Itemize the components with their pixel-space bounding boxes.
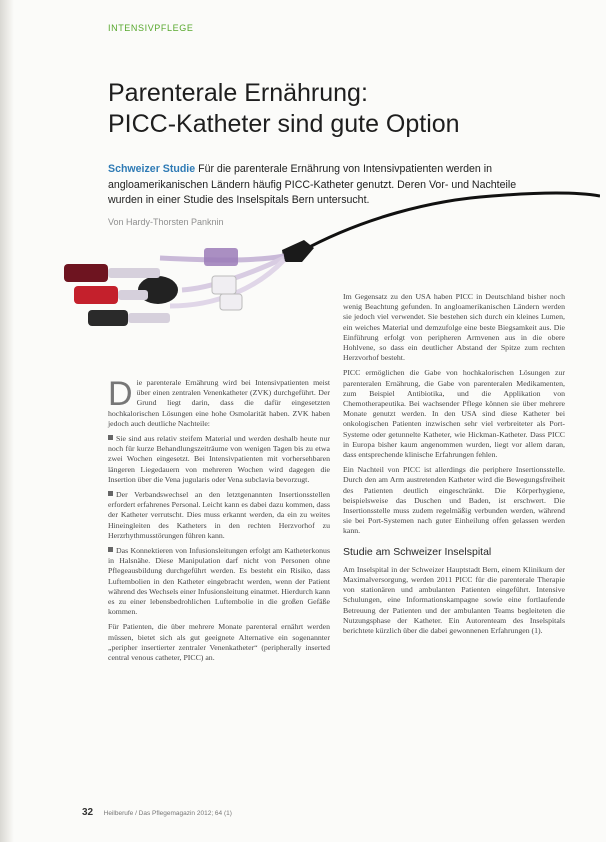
byline: Von Hardy-Thorsten Panknin (108, 217, 224, 227)
connector-black (88, 310, 128, 326)
bullet-square-icon (108, 547, 113, 552)
paragraph-text: Der Verbandswechsel an den letztgenannten Insertionsstellen erfordert erfahrenes Personal. Leicht kann es dabei dazu kommen, dass der Katheter verrutscht. Dies muss erkannt werden, da ein zu weites Hineingleiten des Katheters in den rechten Herzvorhof zu Herzrhythmusstörungen führen kann. (108, 490, 330, 540)
drop-cap: D (108, 375, 133, 413)
connector-red (74, 286, 118, 304)
page-number: 32 (82, 807, 94, 818)
title-line-2: PICC-Katheter sind gute Option (108, 110, 460, 138)
body-paragraph: Im Gegensatz zu den USA haben PICC in Deutschland bisher noch wenig Beachtung gefunden. In angloamerikanischen Ländern werden sie jedoch viel verwendet. Sie bestehen sich durch ein kleines Lumen, ein weiches Material und demzufolge eine beste Biegsamkeit aus. Die Einführung erfolgt von peripheren Armvenen aus in die obere Hohlvene, so dass ein deutlicher Abstand der Spitze zum rechten Herzvorhof besteht. (343, 292, 565, 363)
body-paragraph: PICC ermöglichen die Gabe von hochkalorischen Lösungen zur parenteralen Ernährung, die Gabe von parenteralen Medikamenten, zum Beispiel Antibiotika, und die Applikation von Chemotherapeutika. Bei wachsender Pflege können sie über mehrere Monate genutzt werden. In den USA sind diese Katheter bei onkologischen Patienten inzwischen sehr viel verbreiteter als Port-Systeme oder getunnelte Katheter, wie Hickman-Katheter. Dass PICC in Europa bisher kaum angenommen wurden, liegt vor allem daran, dass entsprechende klinische Erfahrungen fehlen. (343, 368, 565, 460)
catheter-tube (300, 193, 600, 252)
paragraph-text: ie parenterale Ernährung wird bei Intensivpatienten meist über einen zentralen Venenkatheter (ZVK) durchgeführt. Der Grund liegt darin, dass die dafür eingesetzten hochkalorischen Lösungen eine hohe Osmolarität haben. ZVK haben jedoch auch deutliche Nachteile: (108, 378, 330, 428)
clamp-white-2 (220, 294, 242, 310)
article-title (108, 78, 460, 140)
clamp-white-1 (212, 276, 236, 294)
section-subheading: Studie am Schweizer Inselspital (343, 545, 492, 558)
magazine-citation: Heilberufe / Das Pflegemagazin 2012; 64 (1) (103, 810, 232, 817)
body-paragraph (108, 490, 330, 541)
bullet-square-icon (108, 435, 113, 440)
title-line-1: Parenterale Ernährung: (108, 79, 368, 107)
body-paragraph (108, 375, 330, 429)
body-paragraph (108, 546, 330, 617)
lead-kicker: Schweizer Studie (108, 163, 196, 175)
body-paragraph: Ein Nachteil von PICC ist allerdings die periphere Insertionsstelle. Durch den am Arm austretenden Katheter wird die Bewegungsfreiheit des Patienten deutlich eingeschränkt. Die Körperhygiene, beispielsweise das Duschen und Baden, ist erschwert. Die Insertionsstelle muss zudem regelmäßig verbunden werden, während sie bei Port-Systemen nach guter Einheilung offen gelassen werden kann. (343, 465, 565, 536)
paragraph-text: Sie sind aus relativ steifem Material und werden deshalb heute nur noch für kurze Behandlungszeiträume von wenigen Tagen bis zu etwa zwei Wochen eingesetzt. Bei Intensivpatienten mit vorhersehbaren längeren Liegedauern von mehreren Wochen wird dagegen die Insertion über die Vena jugularis oder Vena subclavia bevorzugt. (108, 434, 330, 484)
page-footer (82, 807, 232, 818)
paragraph-text: Das Konnektieren von Infusionsleitungen erfolgt am Katheterkonus in Halsnähe. Diese Manipulation darf nicht von Personen ohne Pflegeausbildung durchgeführt werden. Es besteht ein Risiko, dass Luftembolien in den Katheter eingebracht werden, wenn der Patient während des Wechsels einer Infusionsleitung einatmet. Hierdurch kann es zu einer lebensbedrohlichen Luftembolie in die großen Gefäße kommen. (108, 546, 330, 617)
body-column-right (343, 292, 565, 641)
bullet-square-icon (108, 491, 113, 496)
clamp-purple (204, 248, 238, 266)
body-paragraph: Für Patienten, die über mehrere Monate parenteral ernährt werden müssen, bietet sich als gut geeignete Alternative ein sogenannter „peripher insertierter zentraler Venenkatheter“ (peripherally inserted central venous catheter, PICC) an. (108, 622, 330, 663)
luer-3 (128, 313, 170, 323)
body-paragraph (108, 434, 330, 485)
lead-text: Für die parenterale Ernährung von Intensivpatienten werden in angloamerikanischen Ländern häufig PICC-Katheter genutzt. Deren Vor- und Nachteile wurden in einer Studie des Inselspitals Bern untersucht. (108, 163, 517, 206)
page-spine-shadow (0, 0, 14, 842)
section-label: INTENSIVPFLEGE (108, 23, 194, 33)
luer-1 (108, 268, 160, 278)
catheter-hub (282, 240, 314, 262)
luer-2 (118, 290, 148, 300)
body-column-left (108, 375, 330, 668)
connector-dark-red (64, 264, 108, 282)
body-paragraph: Am Inselspital in der Schweizer Hauptstadt Bern, einem Klinikum der Maximalversorgung, werden 2011 PICC für die parenterale Therapie von stationären und ambulanten Patienten eingeführt. Intensive Schulungen, eine Informationskampagne sowie eine fortlaufende Betreuung der Patienten und der ambulanten Teams begleiteten die Nutzungsphase der Katheter. Ein Autorenteam des Inselspitals berichtete kürzlich über die dabei gewonnenen Erfahrungen (1). (343, 564, 565, 636)
